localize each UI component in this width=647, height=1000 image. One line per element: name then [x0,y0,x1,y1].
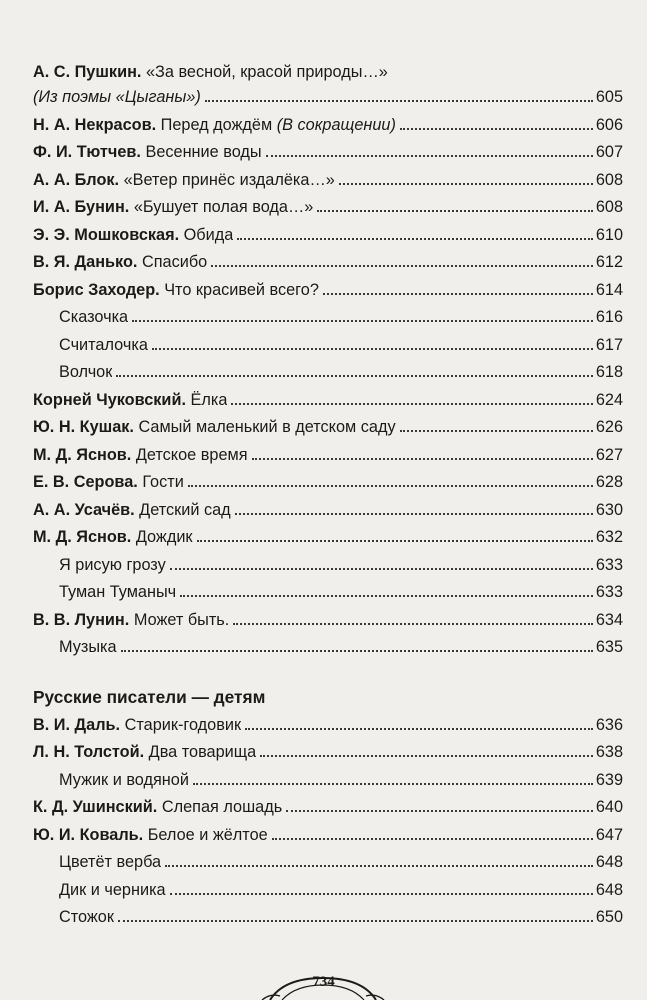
toc-author: Корней Чуковский. [33,390,186,409]
toc-entry-text [33,139,262,167]
toc-entry [33,877,623,905]
toc-entry-text [33,277,319,305]
dot-leader [188,485,593,487]
toc-page-number: 639 [595,770,623,789]
toc-page-number: 626 [595,418,623,436]
toc-title: Считалочка [59,335,148,354]
toc-author: М. Д. Яснов. [33,445,132,464]
dot-leader [116,375,592,377]
toc-title: Слепая лошадь [157,798,283,816]
toc-title: Весенние воды [140,143,262,161]
toc-entry-text [33,249,207,277]
toc-entry [33,60,623,84]
toc-page-number: 627 [595,445,623,464]
toc-entry-text [59,359,112,387]
toc-author: Ю. И. Коваль. [33,825,144,844]
toc-title: Белое и жёлтое [143,825,268,844]
toc-entry-text [33,794,282,822]
dot-leader [170,893,593,895]
toc-entry-text [59,304,128,332]
toc-title: Ёлка [185,390,228,409]
toc-entry [33,442,623,470]
toc-author: А. С. Пушкин. [33,63,142,81]
toc-page-number: 633 [595,583,623,601]
dot-leader [205,100,593,102]
toc-entry [33,359,623,387]
dot-leader [180,595,593,597]
section-title: Русские писатели — детям [33,686,266,707]
toc-title: Сказочка [59,308,129,326]
toc-entry-text [33,524,193,552]
toc-page-number: 616 [595,308,623,326]
toc-title: Два товарища [144,743,257,761]
toc-entry [33,552,623,580]
toc-entry [33,849,623,877]
toc-page-number: 630 [595,500,623,519]
toc-title: Гости [137,473,184,491]
toc-title: Музыка [59,638,117,656]
toc-entry-text [33,112,396,140]
toc-title: «Ветер принёс издалёка…» [119,170,335,189]
toc-title: Детский сад [134,500,231,519]
toc-entry-text [33,607,229,635]
toc-entry-text [33,712,241,740]
toc-entry-text [33,60,388,84]
dot-leader [165,865,593,867]
toc-note: (В сокращении) [276,115,396,134]
toc-page-number: 647 [595,825,623,844]
dot-leader [233,623,593,625]
toc-author: А. А. Блок. [33,170,120,189]
dot-leader [235,513,593,515]
dot-leader [152,348,593,350]
toc-note: (Из поэмы «Цыганы») [33,88,201,106]
toc-author: Н. А. Некрасов. [33,115,157,134]
toc-entry-text [33,497,231,525]
dot-leader [323,293,593,295]
toc-page-number: 650 [595,908,623,926]
toc-author: В. В. Лунин. [33,610,130,629]
toc-author: И. А. Бунин. [33,198,130,216]
toc-entry [33,712,623,740]
dot-leader [272,838,593,840]
dot-leader [266,155,593,157]
dot-leader [400,430,593,432]
toc-page-number: 635 [595,638,623,656]
toc-title: Туман Туманыч [59,583,177,601]
toc-entry [33,222,623,250]
table-of-contents [33,60,623,932]
toc-page-number: 612 [595,253,623,271]
dot-leader [260,755,593,757]
toc-title: Что красивей всего? [159,280,319,299]
toc-author: В. И. Даль. [33,715,121,734]
toc-page-number: 634 [595,610,623,629]
toc-page-number: 617 [595,335,623,354]
dot-leader [118,920,593,922]
toc-author: Ф. И. Тютчев. [33,143,141,161]
toc-title: Дождик [131,528,193,546]
toc-entry-text [59,849,161,877]
toc-page-number: 638 [595,743,623,761]
toc-entry [33,304,623,332]
toc-entry-text [33,194,313,222]
toc-entry [33,524,623,552]
toc-title: Дик и черника [59,880,166,899]
toc-author: А. А. Усачёв. [33,500,135,519]
toc-page-number: 648 [595,880,623,899]
toc-title: Самый маленький в детском саду [133,418,396,436]
toc-entry-text [59,877,166,905]
toc-entry [33,112,623,140]
section-entries [33,712,623,932]
toc-entry [33,249,623,277]
toc-entry [33,139,623,167]
toc-entry [33,822,623,850]
toc-author: Ю. Н. Кушак. [33,418,134,436]
toc-title: Спасибо [137,253,208,271]
toc-entry-text [33,222,233,250]
toc-entry-text [33,442,248,470]
toc-page-number: 628 [595,473,623,491]
toc-title: «За весной, красой природы…» [141,63,388,81]
toc-entry [33,84,623,112]
toc-entry [33,277,623,305]
toc-entry [33,332,623,360]
toc-title: Старик-годовик [120,715,242,734]
dot-leader [197,540,593,542]
toc-title: Я рисую грозу [59,555,166,574]
toc-page-number: 618 [595,363,623,381]
toc-entry [33,167,623,195]
toc-entry [33,497,623,525]
toc-entry [33,767,623,795]
toc-author: В. Я. Данько. [33,253,138,271]
dot-leader [211,265,593,267]
toc-entry-text [59,767,189,795]
dot-leader [400,128,593,130]
dot-leader [339,183,593,185]
toc-entry-text [33,167,335,195]
dot-leader [286,810,593,812]
toc-entry [33,904,623,932]
toc-entry [33,607,623,635]
toc-entry [33,794,623,822]
toc-title: Цветёт верба [59,853,162,871]
toc-entry-text [33,414,396,442]
dot-leader [170,568,593,570]
toc-title: Стожок [59,908,114,926]
toc-entry-text [59,332,148,360]
toc-page-number: 648 [595,853,623,871]
toc-entry [33,579,623,607]
toc-title: «Бушует полая вода…» [129,198,314,216]
toc-title: Перед дождём [156,115,277,134]
toc-author: М. Д. Яснов. [33,528,132,546]
dot-leader [193,783,593,785]
toc-author: Е. В. Серова. [33,473,138,491]
dot-leader [245,728,593,730]
toc-entry-text [59,552,166,580]
toc-author: Э. Э. Мошковская. [33,225,180,244]
toc-page-number: 633 [595,555,623,574]
toc-entry [33,469,623,497]
dot-leader [252,458,593,460]
toc-author: Борис Заходер. [33,280,160,299]
dot-leader [317,210,593,212]
dot-leader [132,320,593,322]
toc-page-number: 608 [595,198,623,216]
dot-leader [237,238,593,240]
toc-title: Детское время [131,445,248,464]
toc-author: Л. Н. Толстой. [33,743,145,761]
toc-page-number: 632 [595,528,623,546]
dot-leader [231,403,592,405]
toc-page-number: 608 [595,170,623,189]
toc-author: К. Д. Ушинский. [33,798,158,816]
toc-page-number: 624 [595,390,623,409]
toc-page-number: 607 [595,143,623,161]
dot-leader [121,650,593,652]
toc-entry [33,739,623,767]
toc-entry-text [33,387,227,415]
toc-title: Может быть. [129,610,230,629]
toc-entry [33,634,623,662]
page-number: 734 [312,974,335,990]
toc-page-number: 636 [595,715,623,734]
toc-entry [33,194,623,222]
toc-page-number: 640 [595,798,623,816]
toc-page-number: 614 [595,280,623,299]
toc-entry-text [33,739,256,767]
toc-entry [33,414,623,442]
toc-entry-text [59,579,176,607]
toc-page-number: 606 [595,115,623,134]
toc-entry-text [33,469,184,497]
toc-entry-text [59,634,117,662]
toc-title: Обида [179,225,234,244]
toc-title: Мужик и водяной [59,770,189,789]
toc-entry-text [33,84,201,112]
toc-page-number: 610 [595,225,623,244]
toc-entry-text [33,822,268,850]
toc-entries [33,60,623,662]
toc-title: Волчок [59,363,113,381]
toc-entry-text [59,904,114,932]
toc-entry [33,387,623,415]
toc-page-number: 605 [595,88,623,106]
